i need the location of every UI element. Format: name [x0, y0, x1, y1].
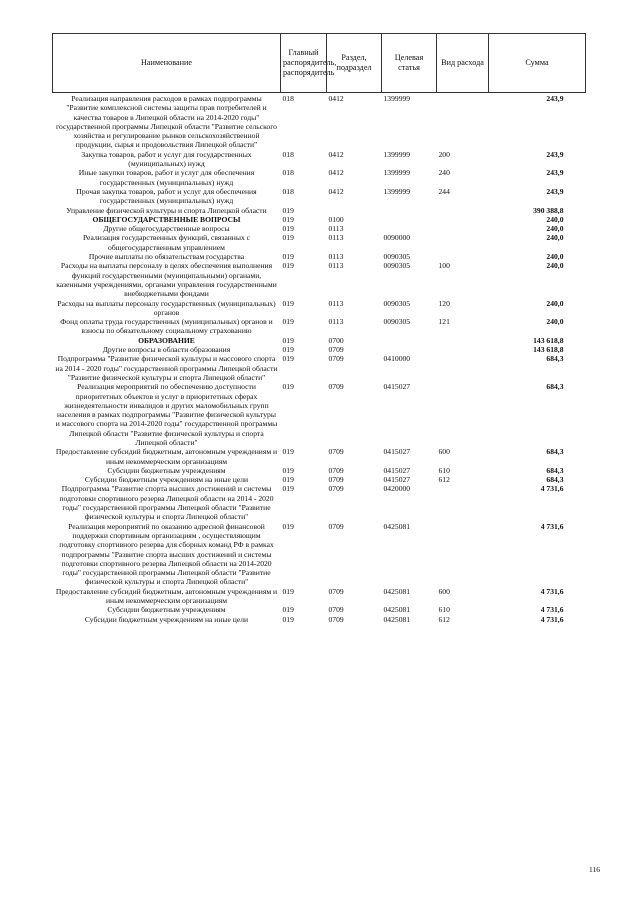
cell-name: Субсидии бюджетным учреждениям на иные цели [84, 475, 249, 485]
cell-vr [437, 252, 489, 261]
cell-sum: 240,0 [546, 261, 564, 271]
table-row [53, 382, 586, 447]
cell-name: Прочие выплаты по обязательствам государства [88, 252, 245, 262]
header-sum: Сумма [489, 34, 586, 93]
cell-sum: 240,0 [546, 317, 564, 327]
cell-vr [437, 354, 489, 382]
cell-vr: 600 [438, 586, 450, 596]
cell-sum: 243,9 [546, 186, 564, 196]
cell-vr: 200 [438, 149, 450, 159]
cell-cs: 1399999 [383, 168, 411, 178]
cell-name: Подпрограмма "Развитие физической культуры и массового спорта на 2014 - 2020 годы" государственной программы Липецкой области "Развитие физической культуры и спорта Липецкой области" [55, 354, 278, 382]
cell-name: Реализация мероприятий по оказанию адресной финансовой поддержки спортивным организациям , осуществляющим подготовку спортивного резерва для сборных команд РФ в рамках подпрограммы "Развитие спорта высших достижений и системы подготовки спортивного резерва Липецкой области на 2014-2020 годы" государственной программы Липецкой области "Развитие физической культуры и спорта Липецкой области" [59, 521, 274, 587]
cell-cs [382, 224, 437, 233]
cell-name: Реализация мероприятий по обеспечению доступности приоритетных объектов и услуг в приоритетных сферах жизнедеятельности инвалидов и других маломобильных групп населения в рамках подпрограммы "Развитие физической культуры и массового спорта на 2014-2020 годы" государственной программы Липецкой области "Развитие физической культуры и спорта Липецкой области" [55, 382, 278, 447]
cell-vr [437, 345, 489, 354]
cell-vr [437, 93, 489, 150]
page-number: 116 [589, 865, 600, 874]
table-row [53, 150, 586, 169]
table-row [53, 354, 586, 382]
cell-rz: 0709 [328, 484, 344, 494]
cell-sum: 684,3 [546, 382, 564, 392]
cell-cs [382, 336, 437, 345]
table-row [53, 447, 586, 466]
header-razdel: Раздел, подраздел [327, 34, 382, 93]
cell-sum: 4 731,6 [540, 605, 564, 615]
cell-gr: 019 [282, 345, 294, 355]
table-row [53, 168, 586, 187]
table-row [53, 224, 586, 233]
document-page [52, 33, 585, 624]
cell-cs: 0415027 [383, 465, 411, 475]
cell-vr [437, 382, 489, 447]
cell-vr [437, 224, 489, 233]
table-row [53, 605, 586, 614]
cell-rz: 0709 [328, 345, 344, 355]
table-row [53, 345, 586, 354]
cell-cs [382, 345, 437, 354]
cell-gr: 019 [282, 224, 294, 234]
cell-gr: 019 [282, 354, 294, 364]
cell-cs: 0090305 [383, 317, 411, 327]
cell-sum: 243,9 [546, 94, 564, 103]
cell-cs [382, 206, 437, 215]
cell-sum: 684,3 [546, 475, 564, 485]
cell-cs: 0425081 [383, 521, 411, 531]
header-vr: Вид расхода [437, 34, 489, 93]
cell-cs: 0425081 [383, 586, 411, 596]
cell-sum: 243,9 [546, 168, 564, 178]
cell-sum: 240,0 [546, 298, 564, 308]
cell-name: ОБЩЕГОСУДАРСТВЕННЫЕ ВОПРОСЫ [92, 214, 241, 224]
cell-vr: 244 [438, 186, 450, 196]
cell-name: Реализация направления расходов в рамках подпрограммы "Развитие комплексной системы защиты прав потребителей и качества товаров в Липецкой области на 2014-2020 годы" государственной программы Липецкой области "Развитие сельского хозяйства и регулирование рынков сельскохозяйственной продукции, сырья и продовольствия Липецкой области" [56, 94, 277, 150]
cell-cs: 0090305 [383, 298, 411, 308]
cell-name: Субсидии бюджетным учреждениям [107, 465, 226, 475]
cell-name: Реализация государственных функций, связанных с общегосударственным управлением [82, 233, 251, 252]
cell-cs: 1399999 [383, 186, 411, 196]
cell-name: Предоставление субсидий бюджетным, автономным учреждениям и иным некоммерческим организациям [55, 447, 278, 466]
cell-name: Управление физической культуры и спорта Липецкой области [66, 205, 267, 215]
table-row [53, 215, 586, 224]
table-row [53, 336, 586, 345]
cell-gr: 019 [282, 252, 294, 262]
cell-rz: 0113 [328, 233, 344, 243]
cell-gr: 019 [282, 335, 294, 345]
cell-gr: 019 [282, 475, 294, 485]
cell-cs: 1399999 [383, 94, 411, 103]
cell-name: Другие вопросы в области образования [102, 345, 231, 355]
cell-sum: 240,0 [546, 224, 564, 234]
cell-rz: 0700 [328, 335, 344, 345]
cell-rz: 0113 [328, 317, 344, 327]
cell-sum: 684,3 [546, 354, 564, 364]
cell-gr: 019 [282, 205, 294, 215]
cell-gr: 019 [282, 521, 294, 531]
cell-cs: 0415027 [383, 382, 411, 392]
cell-cs: 0425081 [383, 605, 411, 615]
cell-gr: 019 [282, 586, 294, 596]
cell-gr: 019 [282, 605, 294, 615]
cell-sum: 4 731,6 [540, 614, 564, 624]
cell-gr: 019 [282, 484, 294, 494]
cell-vr [437, 484, 489, 521]
cell-cs: 0090305 [383, 261, 411, 271]
cell-name: Субсидии бюджетным учреждениям [107, 605, 226, 615]
cell-rz: 0113 [328, 252, 344, 262]
cell-gr: 018 [282, 94, 294, 103]
cell-gr: 019 [282, 233, 294, 243]
cell-vr: 610 [438, 465, 450, 475]
cell-sum: 243,9 [546, 149, 564, 159]
cell-vr [437, 522, 489, 587]
cell-sum: 240,0 [546, 252, 564, 262]
header-name: Наименование [53, 34, 281, 93]
cell-sum: 390 388,8 [533, 205, 564, 215]
cell-vr [437, 206, 489, 215]
cell-sum: 240,0 [546, 233, 564, 243]
cell-sum: 4 731,6 [540, 484, 564, 494]
cell-vr: 100 [438, 261, 450, 271]
cell-name: Прочая закупка товаров, работ и услуг для обеспечения государственных (муниципальных) нужд [76, 186, 257, 206]
table-row [53, 317, 586, 336]
cell-gr: 018 [282, 168, 294, 178]
cell-cs [382, 215, 437, 224]
cell-vr: 121 [438, 317, 450, 327]
cell-rz [327, 206, 382, 215]
cell-rz: 0709 [328, 354, 344, 364]
cell-rz: 0412 [328, 149, 344, 159]
cell-rz: 0709 [328, 447, 344, 457]
cell-sum: 143 618,8 [533, 345, 564, 355]
cell-rz: 0113 [328, 298, 344, 308]
cell-vr: 612 [438, 475, 450, 485]
cell-name: Расходы на выплаты персоналу в целях обеспечения выполнения функций государственными (муниципальными) органами, казенными учреждениями, органами управления государственными внебюджетными фондами [56, 261, 277, 299]
cell-sum: 143 618,8 [533, 335, 564, 345]
header-cs: Целевая статья [382, 34, 437, 93]
table-row [53, 475, 586, 484]
cell-gr: 019 [282, 382, 294, 392]
cell-gr: 019 [282, 447, 294, 457]
cell-cs: 0090000 [383, 233, 411, 243]
cell-vr [437, 233, 489, 252]
cell-rz: 0709 [328, 382, 344, 392]
cell-name: Субсидии бюджетным учреждениям на иные цели [84, 614, 249, 624]
cell-name: Расходы на выплаты персоналу государственных (муниципальных) органов [57, 298, 276, 317]
cell-sum: 4 731,6 [540, 586, 564, 596]
cell-rz: 0709 [328, 605, 344, 615]
cell-gr: 019 [282, 261, 294, 271]
table-row [53, 466, 586, 475]
cell-gr: 018 [282, 149, 294, 159]
cell-sum: 240,0 [546, 214, 564, 224]
cell-cs: 0090305 [383, 252, 411, 262]
cell-vr: 612 [438, 614, 450, 624]
cell-cs: 0425081 [383, 614, 411, 624]
cell-name: Фонд оплаты труда государственных (муниципальных) органов и взносы по обязательному социальному страхованию [60, 317, 273, 336]
cell-rz: 0709 [328, 475, 344, 485]
table-row [53, 187, 586, 206]
cell-cs: 1399999 [383, 149, 411, 159]
table-row [53, 299, 586, 318]
table-body [53, 93, 586, 624]
cell-name: Подпрограмма "Развитие спорта высших достижений и системы подготовки спортивного резерва Липецкой области на 2014 - 2020 годы" государственной программы Липецкой области "Развитие физической культуры и спорта Липецкой области" [59, 484, 274, 522]
table-row [53, 261, 586, 298]
cell-rz: 0412 [328, 168, 344, 178]
cell-name: Закупка товаров, работ и услуг для государственных (муниципальных) нужд [81, 149, 252, 169]
cell-name: Другие общегосударственные вопросы [103, 224, 230, 234]
cell-rz: 0113 [328, 261, 344, 271]
cell-name: ОБРАЗОВАНИЕ [138, 335, 195, 345]
cell-vr: 120 [438, 298, 450, 308]
cell-gr: 019 [282, 317, 294, 327]
cell-rz: 0709 [328, 586, 344, 596]
cell-rz: 0412 [328, 94, 344, 103]
cell-name: Иные закупки товаров, работ и услуг для обеспечения государственных (муниципальных) нужд [78, 168, 255, 187]
table-row [53, 522, 586, 587]
cell-gr: 018 [282, 186, 294, 196]
cell-rz: 0709 [328, 465, 344, 475]
cell-cs: 0415027 [383, 475, 411, 485]
cell-gr: 019 [282, 298, 294, 308]
cell-rz: 0100 [328, 214, 344, 224]
cell-rz: 0709 [328, 614, 344, 624]
table-row [53, 615, 586, 624]
table-row [53, 206, 586, 215]
cell-gr: 019 [282, 214, 294, 224]
table-row [53, 93, 586, 150]
cell-name: Предоставление субсидий бюджетным, автономным учреждениям и иным некоммерческим организациям [55, 586, 278, 606]
cell-gr: 019 [282, 614, 294, 624]
cell-sum: 684,3 [546, 447, 564, 457]
cell-vr: 600 [438, 447, 450, 457]
cell-sum: 4 731,6 [540, 521, 564, 531]
cell-vr: 240 [438, 168, 450, 178]
cell-rz: 0113 [328, 224, 344, 234]
table-row [53, 587, 586, 606]
table-header [53, 34, 586, 93]
cell-vr [437, 336, 489, 345]
cell-cs: 0410000 [383, 354, 411, 364]
cell-vr [437, 215, 489, 224]
table-row [53, 484, 586, 521]
table-row [53, 233, 586, 252]
cell-sum: 684,3 [546, 465, 564, 475]
budget-table [52, 33, 586, 624]
header-gr: Главный распорядитель, распорядитель [281, 34, 327, 93]
table-row [53, 252, 586, 261]
cell-vr: 610 [438, 605, 450, 615]
cell-gr: 019 [282, 465, 294, 475]
cell-rz: 0709 [328, 521, 344, 531]
cell-cs: 0420000 [383, 484, 411, 494]
cell-rz: 0412 [328, 186, 344, 196]
cell-cs: 0415027 [383, 447, 411, 457]
